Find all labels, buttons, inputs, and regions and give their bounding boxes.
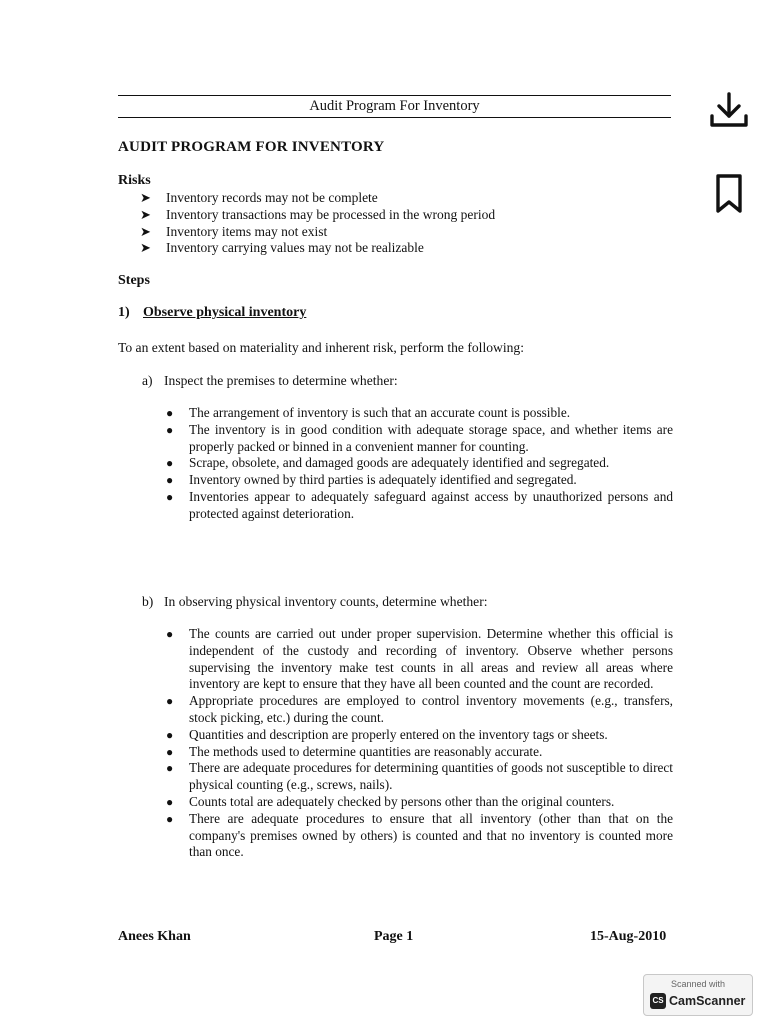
step-1-heading [118, 305, 306, 321]
document-title: AUDIT PROGRAM FOR INVENTORY [118, 139, 385, 155]
list-item: ● Scrape, obsolete, and damaged goods are adequately identified and segregated. [166, 455, 610, 471]
steps-heading: Steps [118, 273, 150, 288]
footer-author: Anees Khan [118, 929, 191, 944]
arrow-bullet-icon: ➤ [140, 190, 151, 205]
bullet-icon: ● [166, 811, 174, 826]
watermark-brand: CamScanner [669, 994, 746, 1008]
substep-text: Inspect the premises to determine whether: [164, 373, 398, 388]
arrow-bullet-icon: ➤ [140, 223, 151, 239]
list-item: ● Quantities and description are properly entered on the inventory tags or sheets. [166, 726, 608, 742]
bullet-icon: ● [166, 794, 174, 809]
substep-a-heading [142, 373, 398, 389]
header-rule-top [118, 95, 671, 96]
bullet-icon: ● [166, 761, 174, 776]
arrow-bullet-icon: ➤ [140, 240, 151, 256]
step-number: 1) [118, 305, 130, 320]
arrow-bullet-icon: ➤ [140, 206, 151, 222]
header-title: Audit Program For Inventory [309, 98, 480, 114]
bullet-icon: ● [166, 422, 174, 437]
bullet-icon: ● [166, 627, 174, 641]
step-title: Observe physical inventory [143, 305, 307, 320]
bookmark-icon [712, 172, 746, 216]
risk-item: ➤ Inventory transactions may be processed in the wrong period [140, 206, 496, 222]
substep-b-list [165, 626, 673, 861]
bullet-icon: ● [166, 694, 174, 709]
footer-page-number: Page 1 [374, 929, 414, 944]
bookmark-button[interactable] [712, 172, 746, 216]
header-rule-bottom [118, 117, 671, 118]
camscanner-watermark [643, 974, 753, 1016]
list-item: ● The inventory is in good condition with adequate storage space, and whether items are properly packed or binned in a convenient manner for counting. [166, 421, 673, 454]
substep-b-heading [142, 594, 488, 610]
download-button[interactable] [707, 88, 751, 132]
intro-paragraph: To an extent based on materiality and inherent risk, perform the following: [118, 340, 524, 355]
watermark-caption: Scanned with [670, 979, 726, 989]
bullet-icon: ● [166, 456, 174, 471]
download-icon [707, 88, 751, 132]
bullet-icon: ● [166, 489, 174, 504]
footer-date: 15-Aug-2010 [590, 929, 667, 944]
risk-item: ➤ Inventory items may not exist [140, 223, 328, 239]
substep-a-list [165, 405, 673, 523]
camscanner-logo-icon: CS [650, 993, 666, 1009]
risk-list [140, 190, 495, 257]
list-item: ● The counts are carried out under proper supervision. Determine whether this official is independent of the custody and recording of inventory. Observe whether persons supervising the inventory make test counts in all areas and review all areas where inventory are kept to ensure that they have all been counted and the count are recorded. [166, 626, 673, 692]
list-item: ● Counts total are adequately checked by persons other than the original counters. [166, 793, 615, 809]
list-item: ● Inventory owned by third parties is adequately identified and segregated. [166, 472, 577, 488]
substep-label: a) [142, 373, 153, 388]
bullet-icon: ● [166, 744, 174, 759]
list-item: ● Appropriate procedures are employed to control inventory movements (e.g., transfers, stock picking, etc.) during the count. [166, 693, 673, 725]
list-item: ● The methods used to determine quantities are reasonably accurate. [166, 743, 543, 759]
risks-heading: Risks [118, 173, 151, 188]
bullet-icon: ● [166, 727, 174, 742]
risk-item: ➤ Inventory records may not be complete [140, 190, 378, 205]
list-item: ● Inventories appear to adequately safeguard against access by unauthorized persons and protected against deterioration. [166, 488, 673, 521]
substep-label: b) [142, 594, 154, 609]
substep-text: In observing physical inventory counts, determine whether: [164, 594, 488, 609]
list-item: ● There are adequate procedures to ensure that all inventory (other than that on the company's premises owned by others) is counted and that no inventory is counted more than once. [166, 810, 673, 860]
bullet-icon: ● [166, 406, 174, 420]
list-item: ● The arrangement of inventory is such that an accurate count is possible. [166, 405, 571, 420]
list-item: ● There are adequate procedures for determining quantities of goods not susceptible to direct physical counting (e.g., screws, nails). [166, 760, 673, 793]
bullet-icon: ● [166, 473, 174, 488]
risk-item: ➤ Inventory carrying values may not be realizable [140, 240, 424, 256]
